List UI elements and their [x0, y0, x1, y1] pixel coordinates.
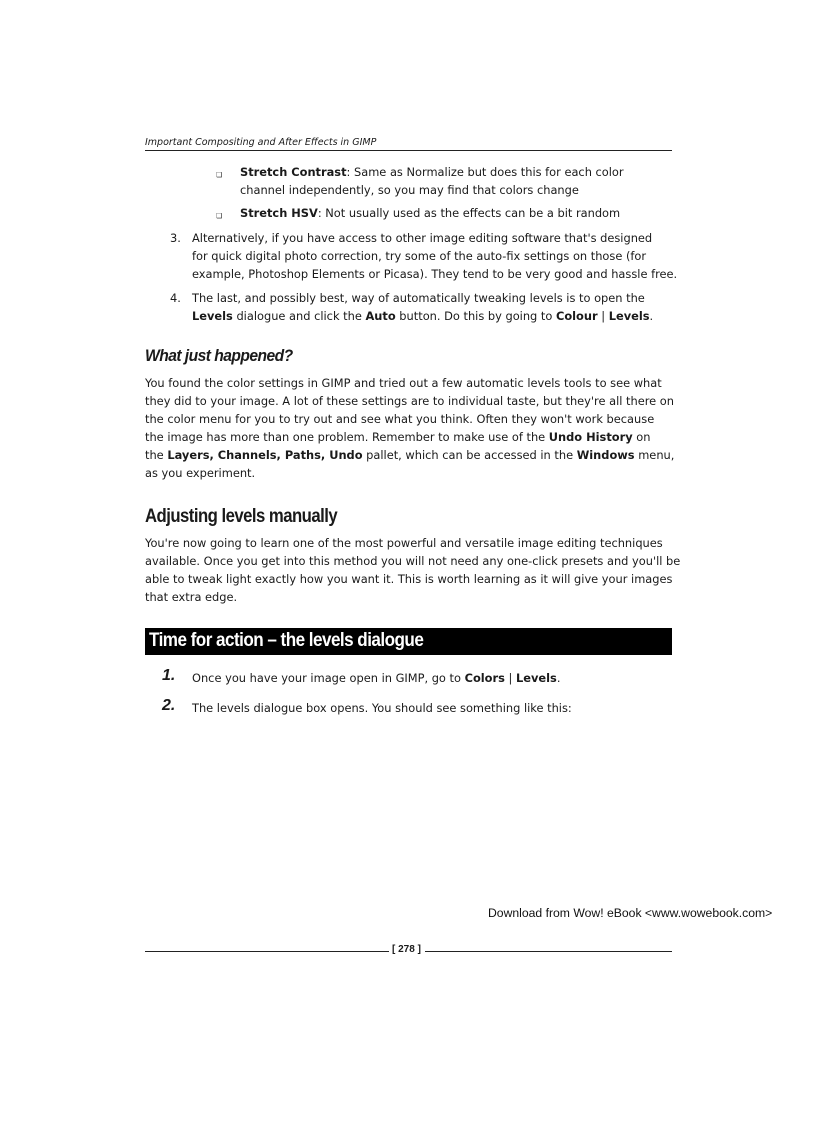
list-item-4-line1: The last, and possibly best, way of automatically tweaking levels is to open the — [192, 291, 645, 305]
footer-rule-left — [145, 951, 389, 952]
action-heading: Time for action – the levels dialogue — [149, 630, 424, 651]
footer-rule-right — [425, 951, 672, 952]
list-item-3-line3: example, Photoshop Elements or Picasa). They tend to be very good and hassle free. — [192, 267, 678, 281]
section-heading-adjusting: Adjusting levels manually — [145, 506, 338, 527]
running-header: Important Compositing and After Effects in GIMP — [145, 137, 377, 148]
page-number: [ 278 ] — [392, 944, 421, 955]
bullet-stretch-hsv: Stretch HSV: Not usually used as the effects can be a bit random — [240, 206, 621, 220]
bullet-term: Stretch HSV — [240, 206, 318, 220]
section-heading-what-happened: What just happened? — [145, 346, 293, 365]
list-item-3-line2: for quick digital photo correction, try some of the auto-fix settings on those (for — [192, 249, 647, 263]
list-number: 3. — [170, 231, 181, 245]
paragraph-line: able to tweak light exactly how you want it. This is worth learning as it will give your images — [145, 572, 673, 586]
step-number: 1. — [162, 667, 176, 684]
paragraph-line: You found the color settings in GIMP and tried out a few automatic levels tools to see what — [145, 376, 662, 390]
bullet-term: Stretch Contrast — [240, 165, 347, 179]
list-number: 4. — [170, 291, 181, 305]
paragraph-line: available. Once you get into this method you will not need any one-click presets and you'll be — [145, 554, 681, 568]
paragraph-line: the color menu for you to try out and see what you think. Often they won't work because — [145, 412, 655, 426]
list-item-3-line1: Alternatively, if you have access to other image editing software that's designed — [192, 231, 653, 245]
bullet-stretch-contrast: Stretch Contrast: Same as Normalize but does this for each color — [240, 165, 624, 179]
paragraph-line: as you experiment. — [145, 466, 256, 480]
bullet-icon: ❏ — [216, 212, 223, 220]
paragraph-line: that extra edge. — [145, 590, 238, 604]
bullet-icon: ❏ — [216, 171, 223, 179]
header-rule — [145, 150, 672, 151]
paragraph-line: You're now going to learn one of the most powerful and versatile image editing techniques — [145, 536, 663, 550]
step-1-text: Once you have your image open in GIMP, go to Colors | Levels. — [192, 671, 561, 685]
paragraph-line: the Layers, Channels, Paths, Undo pallet, which can be accessed in the Windows menu, — [145, 448, 675, 462]
paragraph-line: the image has more than one problem. Remember to make use of the Undo History on — [145, 430, 651, 444]
list-item-4-line2: Levels dialogue and click the Auto button. Do this by going to Colour | Levels. — [192, 309, 654, 323]
bullet-stretch-contrast-cont: channel independently, so you may find that colors change — [240, 183, 579, 197]
step-2-text: The levels dialogue box opens. You should see something like this: — [192, 701, 572, 715]
download-watermark: Download from Wow! eBook <www.wowebook.com> — [488, 906, 773, 920]
step-number: 2. — [162, 697, 176, 714]
paragraph-line: they did to your image. A lot of these settings are to individual taste, but they're all there on — [145, 394, 674, 408]
